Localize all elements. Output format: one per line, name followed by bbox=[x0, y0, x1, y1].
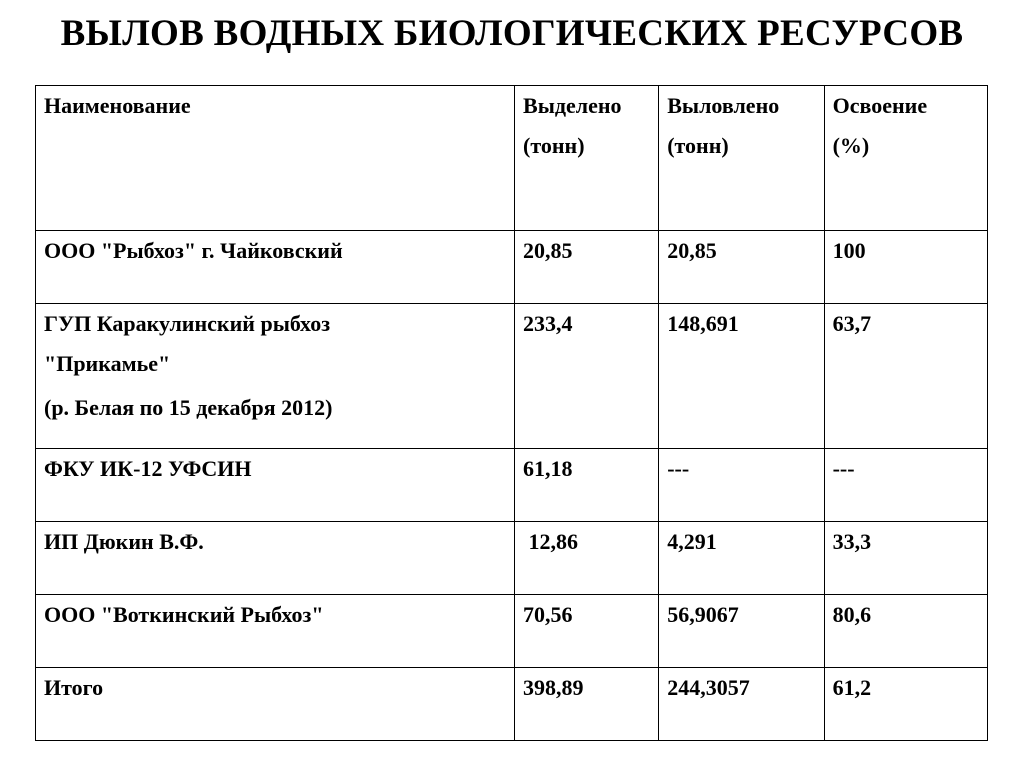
table-total-row bbox=[36, 668, 988, 741]
cell-allocated: 20,85 bbox=[515, 231, 659, 304]
cell-caught: 4,291 bbox=[659, 522, 824, 595]
cell-name-text-cont: "Прикамье" bbox=[44, 351, 171, 376]
cell-name bbox=[36, 304, 515, 449]
header-allocated-label: Выделено bbox=[523, 93, 622, 118]
total-name-text: Итого bbox=[44, 675, 104, 700]
header-allocated-unit: (тонн) bbox=[523, 133, 585, 158]
cell-name bbox=[36, 231, 515, 304]
cell-name-text: ИП Дюкин В.Ф. bbox=[44, 529, 204, 554]
cell-caught: 56,9067 bbox=[659, 595, 824, 668]
cell-name-text: ООО "Воткинский Рыбхоз" bbox=[44, 602, 324, 627]
total-name bbox=[36, 668, 515, 741]
cell-caught: 20,85 bbox=[659, 231, 824, 304]
cell-name bbox=[36, 449, 515, 522]
cell-utilization: 33,3 bbox=[824, 522, 987, 595]
header-caught-label: Выловлено bbox=[667, 93, 780, 118]
page-title: ВЫЛОВ ВОДНЫХ БИОЛОГИЧЕСКИХ РЕСУРСОВ bbox=[60, 13, 964, 54]
table-row bbox=[36, 449, 988, 522]
header-utilization-unit: (%) bbox=[832, 133, 870, 158]
cell-allocated: 12,86 bbox=[515, 522, 659, 595]
header-name-label: Наименование bbox=[44, 93, 191, 118]
cell-allocated: 70,56 bbox=[515, 595, 659, 668]
table-row bbox=[36, 522, 988, 595]
cell-caught: --- bbox=[659, 449, 824, 522]
table-header-row bbox=[36, 86, 988, 231]
header-caught-unit: (тонн) bbox=[667, 133, 729, 158]
cell-caught: 148,691 bbox=[659, 304, 824, 449]
header-name bbox=[36, 86, 515, 231]
cell-name bbox=[36, 595, 515, 668]
cell-utilization: 63,7 bbox=[824, 304, 987, 449]
cell-name-text: ФКУ ИК-12 УФСИН bbox=[44, 456, 252, 481]
table-row bbox=[36, 304, 988, 449]
catch-table bbox=[35, 85, 988, 741]
total-caught: 244,3057 bbox=[659, 668, 824, 741]
cell-utilization: 100 bbox=[824, 231, 987, 304]
cell-name-note: (р. Белая по 15 декабря 2012) bbox=[44, 395, 333, 420]
cell-utilization: --- bbox=[824, 449, 987, 522]
header-allocated bbox=[515, 86, 659, 231]
cell-name bbox=[36, 522, 515, 595]
total-utilization: 61,2 bbox=[824, 668, 987, 741]
cell-utilization: 80,6 bbox=[824, 595, 987, 668]
table-row bbox=[36, 231, 988, 304]
cell-name-text: ГУП Каракулинский рыбхоз bbox=[44, 311, 331, 336]
table-row bbox=[36, 595, 988, 668]
cell-name-text: ООО "Рыбхоз" г. Чайковский bbox=[44, 238, 343, 263]
header-utilization-label: Освоение bbox=[832, 93, 928, 118]
header-utilization bbox=[824, 86, 987, 231]
header-caught bbox=[659, 86, 824, 231]
total-allocated: 398,89 bbox=[515, 668, 659, 741]
cell-allocated: 61,18 bbox=[515, 449, 659, 522]
cell-allocated: 233,4 bbox=[515, 304, 659, 449]
